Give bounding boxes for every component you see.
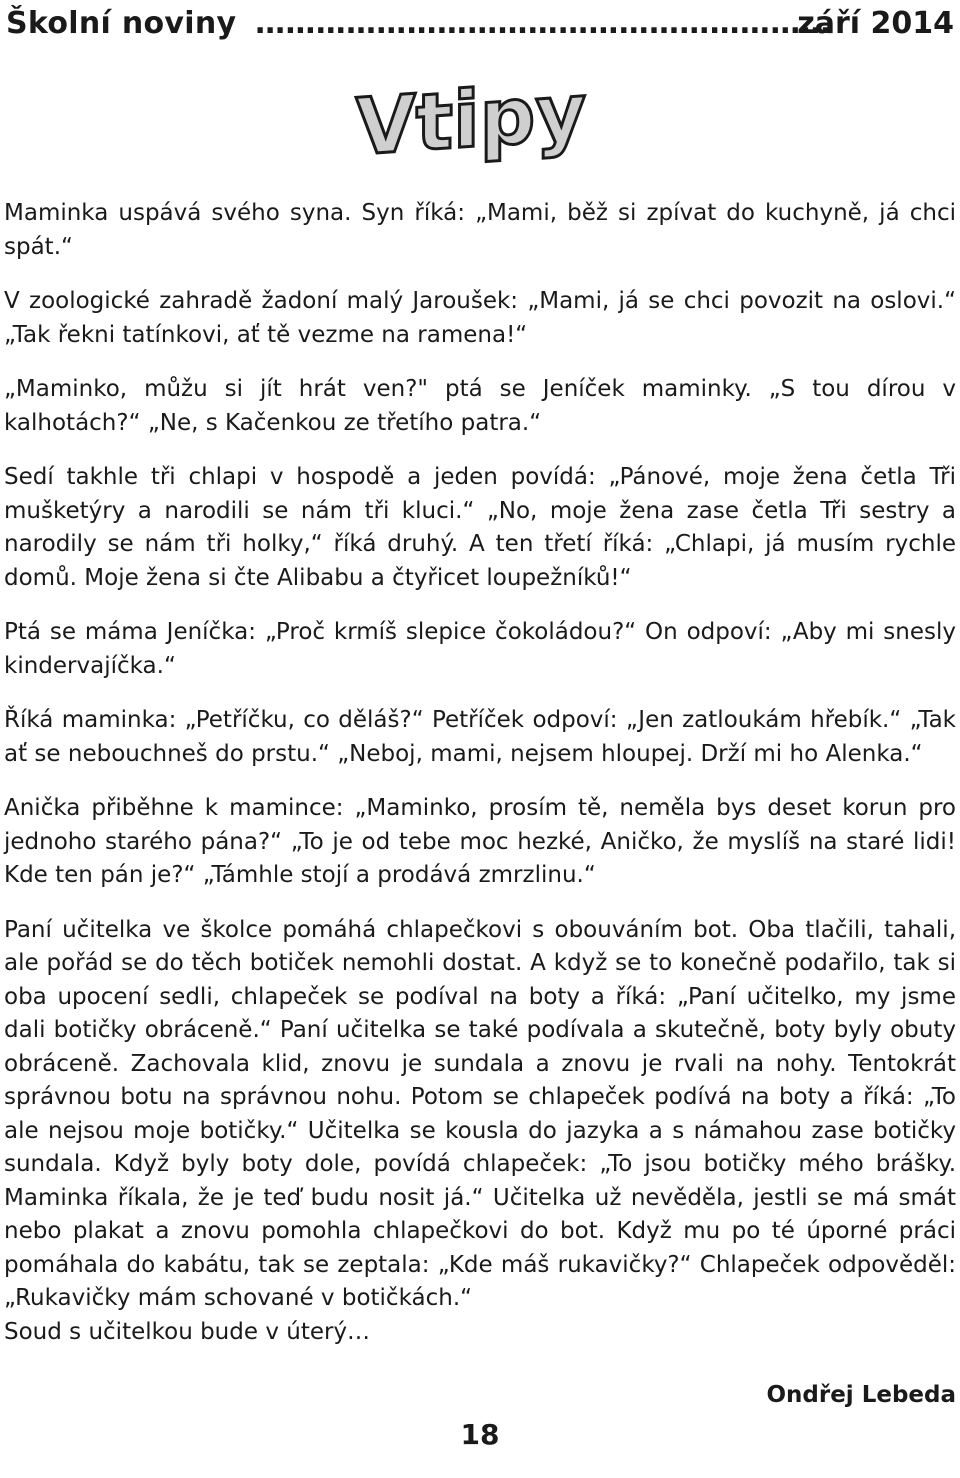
page-number: 18 (460, 1418, 500, 1451)
joke-paragraph: „Maminko, můžu si jít hrát ven?" ptá se Jeníček maminky. „S tou dírou v kalhotách?“ „Ne, s Kačenkou ze třetího patra.“ (4, 376, 956, 436)
page-header (6, 4, 956, 44)
newspaper-title: Školní noviny (6, 6, 237, 41)
header-dots: ………………………………………………… (255, 6, 831, 41)
issue-date: září 2014 (797, 6, 954, 41)
joke-paragraph: Ptá se máma Jeníčka: „Proč krmíš slepice čokoládou?“ On odpoví: „Aby mi snesly kindervajíčka.“ (4, 619, 956, 679)
section-logo (355, 58, 587, 174)
joke-paragraph: Paní učitelka ve školce pomáhá chlapečkovi s obouváním bot. Oba tlačili, tahali, ale pořád se do těch botiček nemohli dostat. A když se to konečně podařilo, tak si oba upocení sedli, chlapeček se podíval na boty a říká: „Paní učitelko, my jsme dali botičky obráceně.“ Paní učitelka se také podívala a skutečně, boty byly obuty obráceně. Zachovala klid, znovu je sundala a znovu je rvali na nohy. Tentokrát správnou botu na správnou nohu. Potom se chlapeček podívá na boty a říká: „To ale nejsou moje botičky.“ Učitelka se kousla do jazyka a s námahou zase botičky sundala. Když byly boty dole, povídá chlapeček: „To jsou botičky mého brášky. Maminka říkala, že je teď budu nosit já.“ Učitelka už nevěděla, jestli se má smát nebo plakat a znovu pomohla chlapečkovi do bot. Když mu po té úporné práci pomáhala do kabátu, tak se zeptala: „Kde máš rukavičky?“ Chlapeček odpověděl: „Rukavičky mám schované v botičkách.“ (4, 916, 956, 1311)
jokes-column (4, 197, 956, 1349)
header-title-line (6, 6, 831, 41)
joke-paragraph: Anička přiběhne k mamince: „Maminko, prosím tě, neměla bys deset korun pro jednoho starého pána?“ „To je od tebe moc hezké, Aničko, že myslíš na staré lidi! Kde ten pán je?“ „Támhle stojí a prodává zmrzlinu.“ (4, 795, 956, 888)
joke-paragraph: Sedí takhle tři chlapi v hospodě a jeden povídá: „Pánové, moje žena četla Tři mušketýry a narodili se nám tři kluci.“ „No, moje žena zase četla Tři sestry a narodily se nám tři holky,“ říká druhý. A ten třetí říká: „Chlapi, já musím rychle domů. Moje žena si čte Alibabu a čtyřicet loupežníků!“ (4, 464, 956, 591)
logo-wordmark: Vtipy (355, 67, 587, 174)
joke-paragraph: Maminka uspává svého syna. Syn říká: „Mami, běž si zpívat do kuchyně, já chci spát.“ (4, 200, 956, 260)
joke-paragraph: Říká maminka: „Petříčku, co děláš?“ Petříček odpoví: „Jen zatloukám hřebík.“ „Tak ať se nebouchneš do prstu.“ „Neboj, mami, nejsem hloupej. Drží mi ho Alenka.“ (4, 707, 956, 767)
joke-punchline: Soud s učitelkou bude v úterý… (4, 1318, 371, 1345)
author-name: Ondřej Lebeda (766, 1382, 956, 1408)
joke-paragraph: V zoologické zahradě žadoní malý Jaroušek: „Mami, já se chci povozit na oslovi.“ „Tak řekni tatínkovi, ať tě vezme na ramena!“ (4, 288, 956, 348)
